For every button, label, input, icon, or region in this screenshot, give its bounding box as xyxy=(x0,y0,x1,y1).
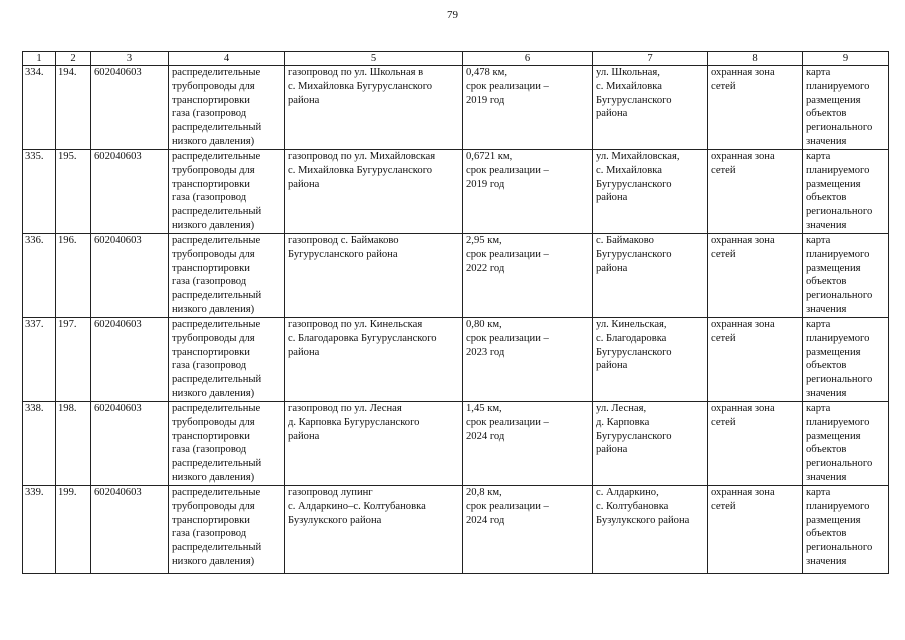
object-map: карта планируемого размещения объектов регионального значения xyxy=(803,402,889,486)
object-zone: охранная зона сетей xyxy=(708,150,803,234)
row-number: 336. xyxy=(23,234,56,318)
object-name: газопровод лупинг с. Алдаркино–с. Колтубановка Бузулукского района xyxy=(285,486,463,574)
object-map: карта планируемого размещения объектов регионального значения xyxy=(803,486,889,574)
object-params: 0,6721 км, срок реализации – 2019 год xyxy=(463,150,593,234)
object-code: 602040603 xyxy=(91,66,169,150)
row-sub-number: 197. xyxy=(56,318,91,402)
object-params: 2,95 км, срок реализации – 2022 год xyxy=(463,234,593,318)
object-type: распределительные трубопроводы для транспортировки газа (газопровод распределительный низкого давления) xyxy=(169,318,285,402)
row-number: 335. xyxy=(23,150,56,234)
column-header: 9 xyxy=(803,52,889,66)
column-header: 8 xyxy=(708,52,803,66)
row-sub-number: 199. xyxy=(56,486,91,574)
object-params: 20,8 км, срок реализации – 2024 год xyxy=(463,486,593,574)
column-number-row xyxy=(23,52,889,66)
object-location: ул. Михайловская, с. Михайловка Бугурусланского района xyxy=(593,150,708,234)
column-header: 3 xyxy=(91,52,169,66)
object-zone: охранная зона сетей xyxy=(708,234,803,318)
object-map: карта планируемого размещения объектов регионального значения xyxy=(803,150,889,234)
object-type: распределительные трубопроводы для транспортировки газа (газопровод распределительный низкого давления) xyxy=(169,66,285,150)
object-name: газопровод по ул. Кинельская с. Благодаровка Бугурусланского района xyxy=(285,318,463,402)
object-code: 602040603 xyxy=(91,150,169,234)
table-row xyxy=(23,402,889,486)
row-number: 338. xyxy=(23,402,56,486)
object-location: ул. Лесная, д. Карповка Бугурусланского района xyxy=(593,402,708,486)
object-map: карта планируемого размещения объектов регионального значения xyxy=(803,66,889,150)
table-row xyxy=(23,234,889,318)
object-code: 602040603 xyxy=(91,402,169,486)
object-name: газопровод по ул. Лесная д. Карповка Бугурусланского района xyxy=(285,402,463,486)
object-name: газопровод по ул. Михайловская с. Михайловка Бугурусланского района xyxy=(285,150,463,234)
table-row xyxy=(23,486,889,574)
object-params: 0,478 км, срок реализации – 2019 год xyxy=(463,66,593,150)
row-sub-number: 194. xyxy=(56,66,91,150)
object-location: с. Баймаково Бугурусланского района xyxy=(593,234,708,318)
page-number: 79 xyxy=(447,9,458,21)
object-code: 602040603 xyxy=(91,486,169,574)
column-header: 6 xyxy=(463,52,593,66)
row-sub-number: 196. xyxy=(56,234,91,318)
object-type: распределительные трубопроводы для транспортировки газа (газопровод распределительный низкого давления) xyxy=(169,486,285,574)
object-type: распределительные трубопроводы для транспортировки газа (газопровод распределительный низкого давления) xyxy=(169,402,285,486)
column-header: 7 xyxy=(593,52,708,66)
row-sub-number: 198. xyxy=(56,402,91,486)
column-header: 2 xyxy=(56,52,91,66)
column-header: 5 xyxy=(285,52,463,66)
object-name: газопровод по ул. Школьная в с. Михайловка Бугурусланского района xyxy=(285,66,463,150)
object-code: 602040603 xyxy=(91,318,169,402)
table-row xyxy=(23,150,889,234)
table-row xyxy=(23,318,889,402)
object-location: ул. Кинельская, с. Благодаровка Бугурусланского района xyxy=(593,318,708,402)
object-zone: охранная зона сетей xyxy=(708,486,803,574)
object-type: распределительные трубопроводы для транспортировки газа (газопровод распределительный низкого давления) xyxy=(169,150,285,234)
object-type: распределительные трубопроводы для транспортировки газа (газопровод распределительный низкого давления) xyxy=(169,234,285,318)
object-code: 602040603 xyxy=(91,234,169,318)
row-number: 337. xyxy=(23,318,56,402)
object-map: карта планируемого размещения объектов регионального значения xyxy=(803,318,889,402)
table-row xyxy=(23,66,889,150)
object-location: ул. Школьная, с. Михайловка Бугурусланского района xyxy=(593,66,708,150)
object-zone: охранная зона сетей xyxy=(708,402,803,486)
object-params: 0,80 км, срок реализации – 2023 год xyxy=(463,318,593,402)
objects-table xyxy=(22,51,889,574)
row-number: 339. xyxy=(23,486,56,574)
object-map: карта планируемого размещения объектов регионального значения xyxy=(803,234,889,318)
row-number: 334. xyxy=(23,66,56,150)
column-header: 4 xyxy=(169,52,285,66)
object-name: газопровод с. Баймаково Бугурусланского района xyxy=(285,234,463,318)
row-sub-number: 195. xyxy=(56,150,91,234)
object-params: 1,45 км, срок реализации – 2024 год xyxy=(463,402,593,486)
column-header: 1 xyxy=(23,52,56,66)
object-location: с. Алдаркино, с. Колтубановка Бузулукского района xyxy=(593,486,708,574)
object-zone: охранная зона сетей xyxy=(708,318,803,402)
object-zone: охранная зона сетей xyxy=(708,66,803,150)
